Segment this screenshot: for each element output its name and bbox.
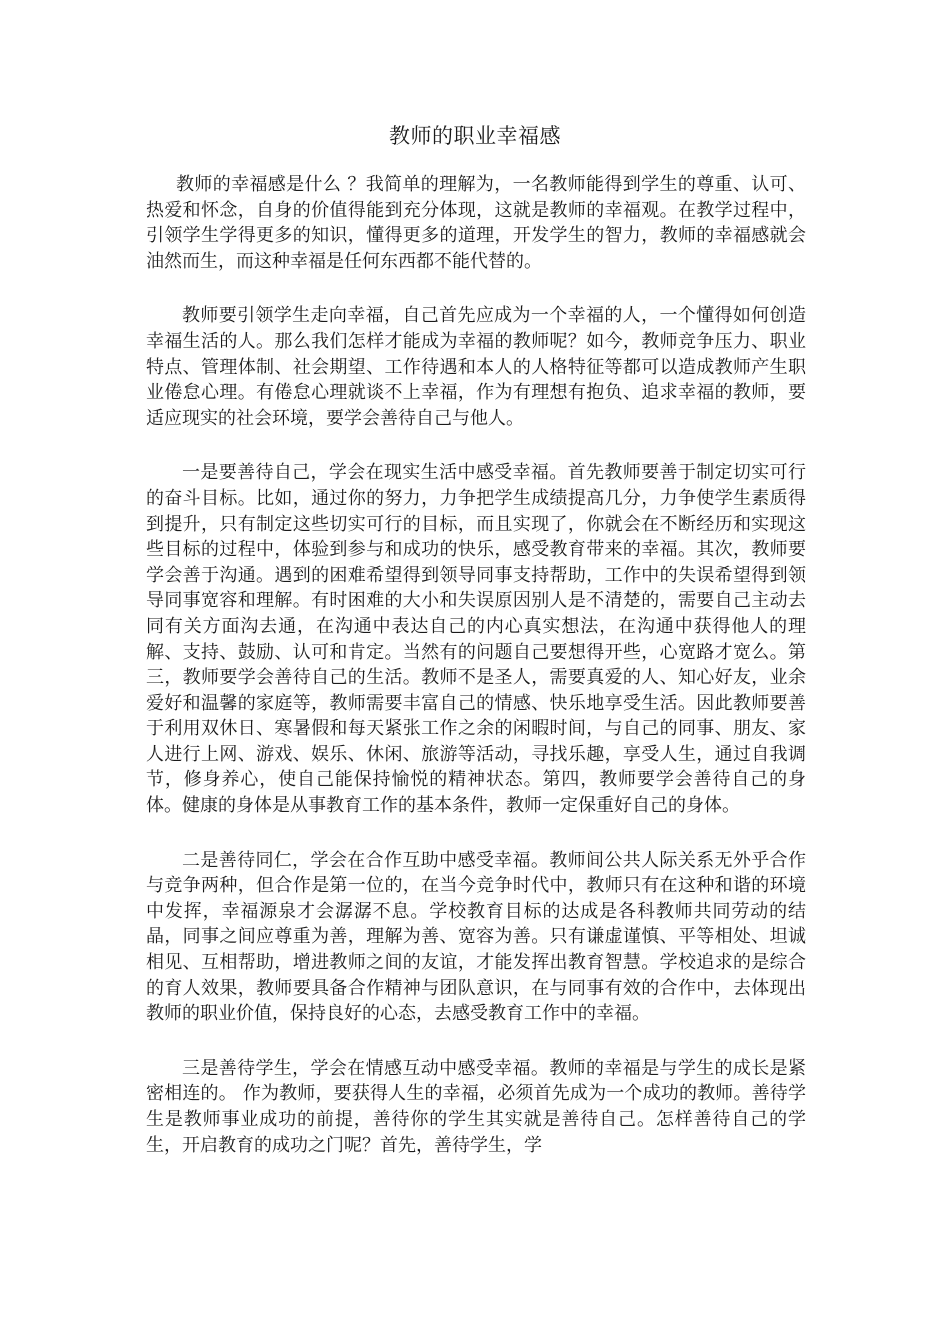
paragraph-overview: 教师要引领学生走向幸福，自己首先应成为一个幸福的人，一个懂得如何创造幸福生活的人。那么我们怎样才能成为幸福的教师呢？如今，教师竞争压力、职业特点、管理体制、社会期望、工作待遇和本人的人格特征等都可以造成教师产生职业倦怠心理。有倦怠心理就谈不上幸福，作为有理想有抱负、追求幸福的教师，要适应现实的社会环境，要学会善待自己与他人。	[146, 305, 806, 429]
paragraph-intro: 教师的幸福感是什么 ？我简单的理解为，一名教师能得到学生的尊重、认可、热爱和怀念，自身的价值得能到充分体现，这就是教师的幸福观。在教学过程中，引领学生学得更多的知识，懂得更多的道理，开发学生的智力，教师的幸福感就会油然而生，而这种幸福是任何东西都不能代替的。	[146, 174, 806, 272]
paragraph-self: 一是要善待自己，学会在现实生活中感受幸福。首先教师要善于制定切实可行的奋斗目标。比如，通过你的努力，力争把学生成绩提高几分，力争使学生素质得到提升，只有制定这些切实可行的目标，而且实现了，你就会在不断经历和实现这些目标的过程中，体验到参与和成功的快乐，感受教育带来的幸福。其次，教师要学会善于沟通。遇到的困难希望得到领导同事支持帮助，工作中的失误希望得到领导同事宽容和理解。有时困难的大小和失误原因别人是不清楚的，需要自己主动去同有关方面沟去通，在沟通中表达自己的内心真实想法，在沟通中获得他人的理解、支持、鼓励、认可和肯定。当然有的问题自己要想得开些，心宽路才宽么。第三，教师要学会善待自己的生活。教师不是圣人，需要真爱的人、知心好友，业余爱好和温馨的家庭等，教师需要丰富自己的情感、快乐地享受生活。因此教师要善于利用双休日、寒暑假和每天紧张工作之余的闲暇时间，与自己的同事、朋友、家人进行上网、游戏、娱乐、休闲、旅游等活动，寻找乐趣，享受人生，通过自我调节，修身养心，使自己能保持愉悦的精神状态。第四，教师要学会善待自己的身体。健康的身体是从事教育工作的基本条件，教师一定保重好自己的身体。	[146, 462, 806, 817]
paragraph-colleagues: 二是善待同仁，学会在合作互助中感受幸福。教师间公共人际关系无外乎合作与竞争两种，但合作是第一位的，在当今竞争时代中，教师只有在这种和谐的环境中发挥，幸福源泉才会潺潺不息。学校教育目标的达成是各科教师共同劳动的结晶，同事之间应尊重为善，理解为善、宽容为善。只有谦虚谨慎、平等相处、坦诚相见、互相帮助，增进教师之间的友谊，才能发挥出教育智慧。学校追求的是综合的育人效果，教师要具备合作精神与团队意识，在与同事有效的合作中，去体现出教师的职业价值，保持良好的心态，去感受教育工作中的幸福。	[146, 849, 806, 1025]
document-title: 教师的职业幸福感	[389, 124, 561, 148]
document-body	[146, 172, 806, 1187]
paragraph-students: 三是善待学生，学会在情感互动中感受幸福。教师的幸福是与学生的成长是紧密相连的。 作为教师，要获得人生的幸福，必须首先成为一个成功的教师。善待学生是教师事业成功的前提，善待你的学生其实就是善待自己。怎样善待自己的学生，开启教育的成功之门呢？首先，善待学生，学	[146, 1057, 806, 1156]
